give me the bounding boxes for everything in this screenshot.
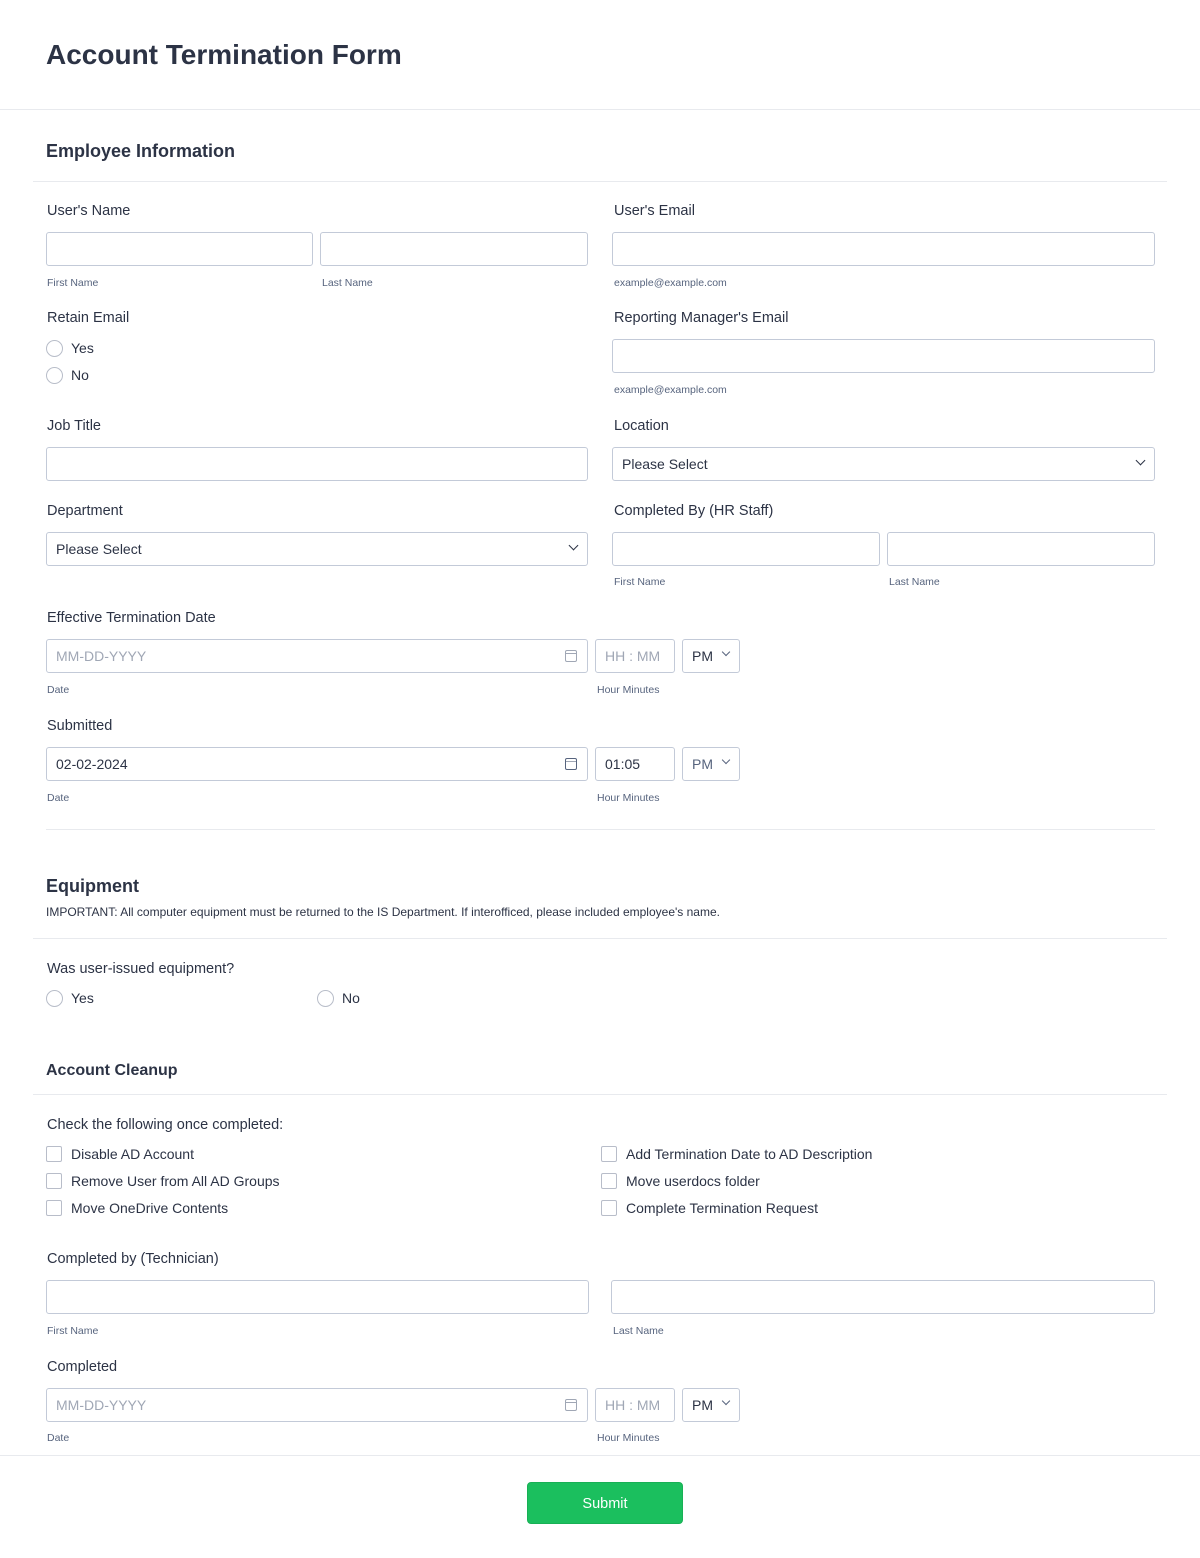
retain-email-yes-radio[interactable] xyxy=(46,340,63,357)
checklist-label: Check the following once completed: xyxy=(47,1117,284,1133)
section-heading-equipment: Equipment xyxy=(46,876,139,896)
checkbox-label[interactable]: Move OneDrive Contents xyxy=(71,1200,229,1216)
job-title-input[interactable] xyxy=(46,447,588,481)
retain-email-label: Retain Email xyxy=(47,310,130,326)
chevron-down-icon xyxy=(569,541,579,551)
effective-date-label: Effective Termination Date xyxy=(47,610,216,626)
technician-first-name-input[interactable] xyxy=(46,1280,589,1314)
submit-button[interactable]: Submit xyxy=(527,1482,683,1524)
equipment-no-label[interactable]: No xyxy=(342,990,360,1006)
divider xyxy=(0,1455,1200,1456)
location-value: Please Select xyxy=(622,456,708,472)
checkbox-remove-groups[interactable] xyxy=(46,1173,62,1189)
department-label: Department xyxy=(47,503,123,519)
completed-by-label: Completed By (HR Staff) xyxy=(614,503,774,519)
checkbox-add-termination-date[interactable] xyxy=(601,1146,617,1162)
job-title-label: Job Title xyxy=(47,418,101,434)
calendar-icon[interactable] xyxy=(565,1399,577,1411)
location-select[interactable] xyxy=(612,447,1155,481)
section-heading-employee: Employee Information xyxy=(46,141,236,161)
equipment-yes-radio[interactable] xyxy=(46,990,63,1007)
submitted-time-value: 01:05 xyxy=(605,756,641,772)
users-email-label: User's Email xyxy=(614,203,695,219)
date-placeholder: MM-DD-YYYY xyxy=(56,648,147,664)
users-email-hint: example@example.com xyxy=(614,277,727,289)
users-first-name-input[interactable] xyxy=(46,232,313,266)
retain-email-no-radio[interactable] xyxy=(46,367,63,384)
divider xyxy=(33,181,1167,182)
submitted-label: Submitted xyxy=(47,718,113,734)
checkbox-label[interactable]: Disable AD Account xyxy=(71,1146,194,1162)
checkbox-label[interactable]: Complete Termination Request xyxy=(626,1200,818,1216)
checkbox-label[interactable]: Move userdocs folder xyxy=(626,1173,760,1189)
submitted-date-input[interactable] xyxy=(46,747,588,781)
chevron-down-icon xyxy=(722,1397,730,1405)
chevron-down-icon xyxy=(1136,456,1146,466)
date-sublabel: Date xyxy=(47,1432,70,1444)
users-name-label: User's Name xyxy=(47,203,131,219)
date-placeholder: MM-DD-YYYY xyxy=(56,1397,147,1413)
chevron-down-icon xyxy=(722,756,730,764)
date-sublabel: Date xyxy=(47,684,70,696)
checkbox-complete-request[interactable] xyxy=(601,1200,617,1216)
checkbox-label[interactable]: Add Termination Date to AD Description xyxy=(626,1146,873,1162)
date-sublabel: Date xyxy=(47,792,70,804)
calendar-icon[interactable] xyxy=(565,650,577,662)
completed-time-input[interactable] xyxy=(595,1388,675,1422)
location-label: Location xyxy=(614,418,669,434)
retain-email-yes-label[interactable]: Yes xyxy=(71,340,94,356)
last-name-sublabel: Last Name xyxy=(613,1325,664,1337)
effective-date-input[interactable] xyxy=(46,639,588,673)
completed-date-input[interactable] xyxy=(46,1388,588,1422)
time-sublabel: Hour Minutes xyxy=(597,684,660,696)
checkbox-label[interactable]: Remove User from All AD Groups xyxy=(71,1173,280,1189)
hr-first-name-input[interactable] xyxy=(612,532,880,566)
time-sublabel: Hour Minutes xyxy=(597,792,660,804)
chevron-down-icon xyxy=(722,648,730,656)
divider xyxy=(46,829,1155,830)
ampm-value: PM xyxy=(692,1397,713,1413)
last-name-sublabel: Last Name xyxy=(889,576,940,588)
users-email-input[interactable] xyxy=(612,232,1155,266)
hr-last-name-input[interactable] xyxy=(887,532,1155,566)
checkbox-disable-ad[interactable] xyxy=(46,1146,62,1162)
first-name-sublabel: First Name xyxy=(47,277,99,289)
users-last-name-input[interactable] xyxy=(320,232,588,266)
technician-label: Completed by (Technician) xyxy=(47,1251,219,1267)
divider xyxy=(0,109,1200,110)
ampm-value: PM xyxy=(692,648,713,664)
department-value: Please Select xyxy=(56,541,142,557)
checkbox-move-userdocs[interactable] xyxy=(601,1173,617,1189)
time-sublabel: Hour Minutes xyxy=(597,1432,660,1444)
first-name-sublabel: First Name xyxy=(614,576,666,588)
submitted-ampm-select[interactable] xyxy=(682,747,740,781)
section-heading-cleanup: Account Cleanup xyxy=(46,1062,178,1079)
checkbox-move-onedrive[interactable] xyxy=(46,1200,62,1216)
page-title: Account Termination Form xyxy=(46,39,402,70)
manager-email-hint: example@example.com xyxy=(614,384,727,396)
calendar-icon[interactable] xyxy=(565,758,577,770)
equipment-question-label: Was user-issued equipment? xyxy=(47,961,235,977)
time-placeholder: HH : MM xyxy=(605,1397,661,1413)
completed-ampm-select[interactable] xyxy=(682,1388,740,1422)
technician-last-name-input[interactable] xyxy=(611,1280,1155,1314)
divider xyxy=(33,1094,1167,1095)
divider xyxy=(33,938,1167,939)
equipment-yes-label[interactable]: Yes xyxy=(71,990,94,1006)
manager-email-input[interactable] xyxy=(612,339,1155,373)
equipment-note: IMPORTANT: All computer equipment must be returned to the IS Department. If interofficed, please included employee's name. xyxy=(46,905,720,919)
time-placeholder: HH : MM xyxy=(605,648,661,664)
retain-email-no-label[interactable]: No xyxy=(71,367,89,383)
equipment-no-radio[interactable] xyxy=(317,990,334,1007)
first-name-sublabel: First Name xyxy=(47,1325,99,1337)
ampm-value: PM xyxy=(692,756,713,772)
submitted-time-input[interactable] xyxy=(595,747,675,781)
last-name-sublabel: Last Name xyxy=(322,277,373,289)
completed-label: Completed xyxy=(47,1359,118,1375)
effective-time-input[interactable] xyxy=(595,639,675,673)
department-select[interactable] xyxy=(46,532,588,566)
manager-email-label: Reporting Manager's Email xyxy=(614,310,789,326)
effective-ampm-select[interactable] xyxy=(682,639,740,673)
submitted-date-value: 02-02-2024 xyxy=(56,756,128,772)
